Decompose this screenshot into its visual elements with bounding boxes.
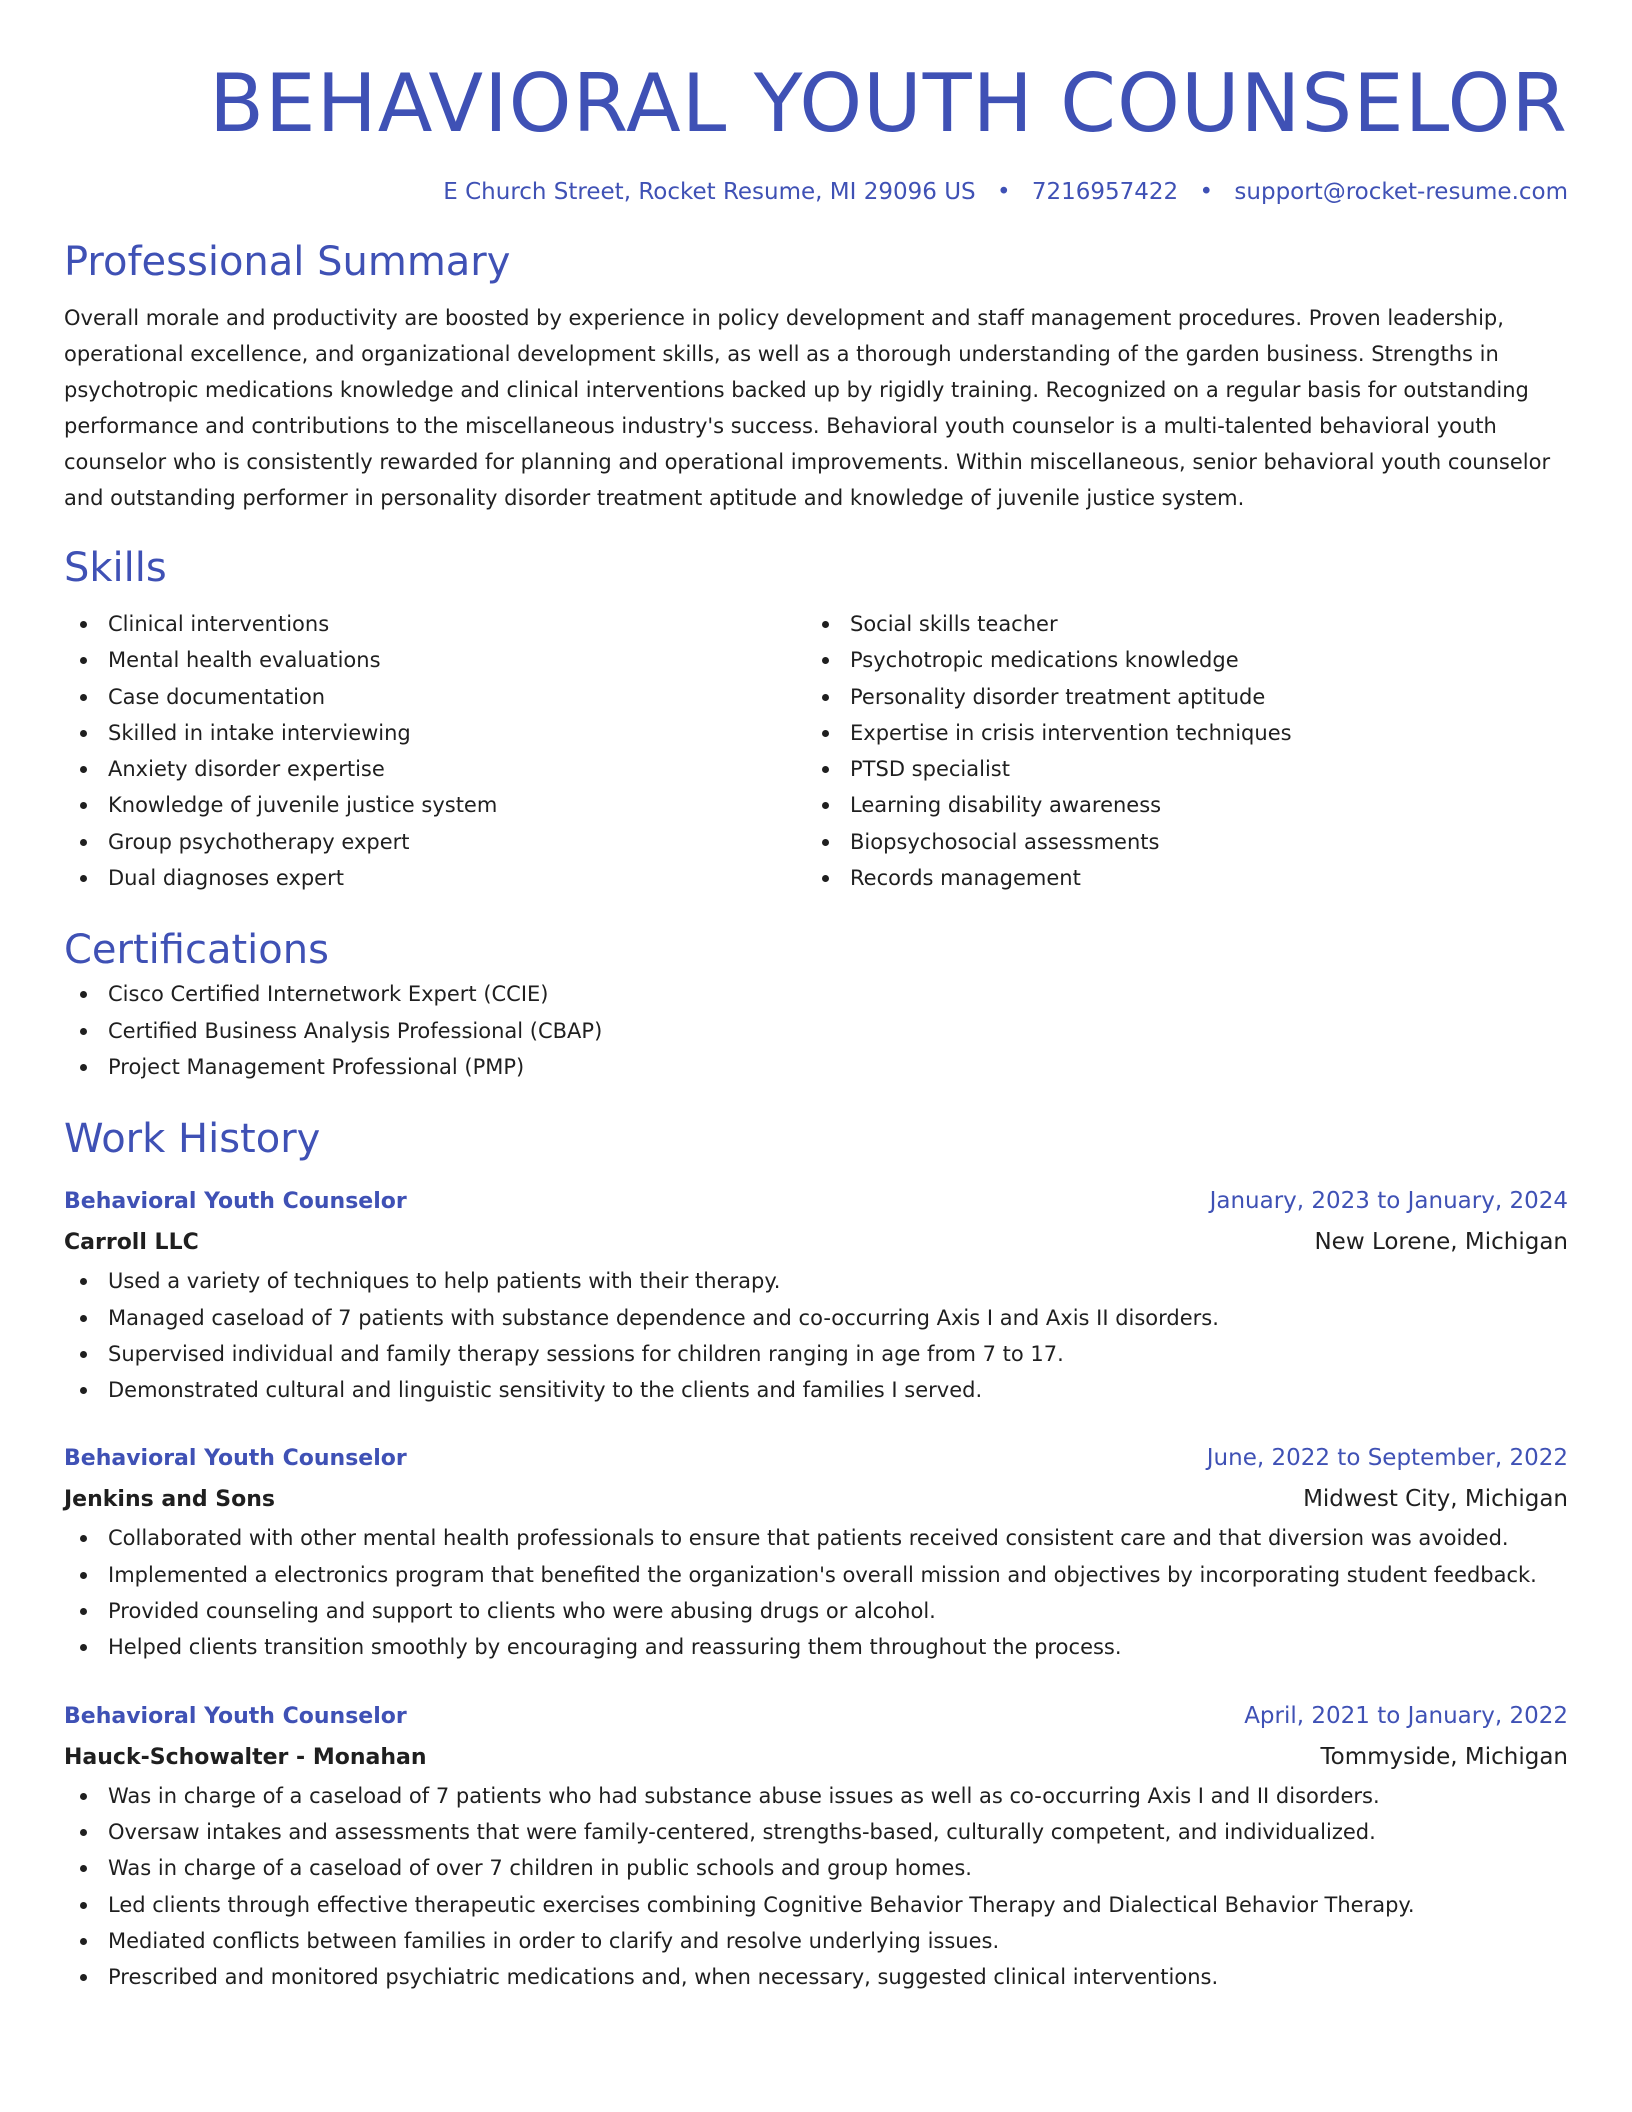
job-entry	[64, 1696, 1568, 1996]
skill-item: Clinical interventions	[64, 606, 806, 642]
certifications-section	[64, 924, 1568, 1085]
skills-column-right	[806, 606, 1548, 896]
job-company-row	[64, 1479, 1568, 1520]
job-location: New Lorene, Michigan	[1314, 1229, 1568, 1256]
contact-phone: 7216957422	[1031, 179, 1179, 205]
job-title: Behavioral Youth Counselor	[64, 1703, 407, 1729]
job-bullet-list	[64, 1520, 1568, 1665]
job-entry	[64, 1438, 1568, 1665]
job-header-row	[64, 1438, 1568, 1479]
job-bullet: Mediated conflicts between families in order to clarify and resolve underlying issues.	[64, 1923, 1568, 1959]
certifications-list	[64, 976, 1568, 1085]
job-dates: June, 2022 to September, 2022	[1206, 1445, 1568, 1472]
job-header-row	[64, 1696, 1568, 1737]
section-heading-certifications: Certifications	[64, 927, 329, 974]
job-bullet: Implemented a electronics program that benefited the organization's overall mission and objectives by incorporating student feedback.	[64, 1557, 1568, 1593]
job-header-row	[64, 1181, 1568, 1222]
skill-item: Mental health evaluations	[64, 642, 806, 678]
skill-item: Group psychotherapy expert	[64, 824, 806, 860]
job-location: Midwest City, Michigan	[1303, 1486, 1568, 1513]
resume-page	[64, 0, 1568, 1995]
job-company: Hauck-Schowalter - Monahan	[64, 1744, 427, 1770]
job-dates: April, 2021 to January, 2022	[1244, 1702, 1568, 1729]
certification-item: Project Management Professional (PMP)	[64, 1049, 1568, 1085]
skill-item: Psychotropic medications knowledge	[806, 642, 1548, 678]
job-bullet: Was in charge of a caseload of 7 patients who had substance abuse issues as well as co-occurring Axis I and II disorders.	[64, 1778, 1568, 1814]
job-company-row	[64, 1222, 1568, 1263]
skill-item: Knowledge of juvenile justice system	[64, 787, 806, 823]
skills-list-right	[806, 606, 1548, 896]
job-title: Behavioral Youth Counselor	[64, 1446, 407, 1472]
skill-item: Dual diagnoses expert	[64, 860, 806, 896]
job-bullet: Managed caseload of 7 patients with substance dependence and co-occurring Axis I and Axis II disorders.	[64, 1300, 1568, 1336]
skills-column-left	[64, 606, 806, 896]
job-bullet: Was in charge of a caseload of over 7 children in public schools and group homes.	[64, 1850, 1568, 1886]
summary-text: Overall morale and productivity are boosted by experience in policy development and staff management procedures. Proven leadership, operational excellence, and organizational development skills, as well as a thorough understanding of the garden business. Strengths in psychotropic medications knowledge and clinical interventions backed up by rigidly training. Recognized on a regular basis for outstanding performance and contributions to the miscellaneous industry's success. Behavioral youth counselor is a multi-talented behavioral youth counselor who is consistently rewarded for planning and operational improvements. Within miscellaneous, senior behavioral youth counselor and outstanding performer in personality disorder treatment aptitude and knowledge of juvenile justice system.	[64, 306, 1551, 510]
job-company: Carroll LLC	[64, 1230, 199, 1256]
skill-item: Skilled in intake interviewing	[64, 715, 806, 751]
skills-section	[64, 542, 1568, 896]
professional-summary-section	[64, 236, 1568, 516]
job-bullet: Led clients through effective therapeutic exercises combining Cognitive Behavior Therapy and Dialectical Behavior Therapy.	[64, 1887, 1568, 1923]
job-company-row	[64, 1737, 1568, 1778]
skill-item: Anxiety disorder expertise	[64, 751, 806, 787]
certification-item: Cisco Certified Internetwork Expert (CCIE)	[64, 976, 1568, 1012]
skill-item: Learning disability awareness	[806, 787, 1548, 823]
job-title: Behavioral Youth Counselor	[64, 1189, 407, 1215]
skills-grid	[64, 606, 1568, 896]
skill-item: Personality disorder treatment aptitude	[806, 679, 1548, 715]
skill-item: Biopsychosocial assessments	[806, 824, 1548, 860]
work-history-section	[64, 1113, 1568, 1995]
job-bullet: Collaborated with other mental health professionals to ensure that patients received consistent care and that diversion was avoided.	[64, 1520, 1568, 1556]
certification-item: Certified Business Analysis Professional (CBAP)	[64, 1013, 1568, 1049]
job-location: Tommyside, Michigan	[1320, 1743, 1568, 1770]
resume-title: BEHAVIORAL YOUTH COUNSELOR	[209, 57, 1568, 150]
job-bullet: Oversaw intakes and assessments that were family-centered, strengths-based, culturally competent, and individualized.	[64, 1814, 1568, 1850]
job-entry	[64, 1181, 1568, 1408]
contact-email[interactable]: support@rocket-resume.com	[1234, 179, 1568, 205]
job-bullet: Helped clients transition smoothly by encouraging and reassuring them throughout the process.	[64, 1629, 1568, 1665]
skill-item: Case documentation	[64, 679, 806, 715]
contact-address: E Church Street, Rocket Resume, MI 29096 US	[443, 179, 976, 205]
job-bullet: Demonstrated cultural and linguistic sensitivity to the clients and families I served.	[64, 1372, 1568, 1408]
contact-separator: •	[996, 179, 1011, 205]
job-bullet-list	[64, 1263, 1568, 1408]
job-dates: January, 2023 to January, 2024	[1209, 1188, 1568, 1215]
skill-item: Records management	[806, 860, 1548, 896]
job-bullet-list	[64, 1778, 1568, 1996]
section-heading-skills: Skills	[64, 545, 167, 591]
skills-list-left	[64, 606, 806, 896]
job-bullet: Used a variety of techniques to help patients with their therapy.	[64, 1263, 1568, 1299]
skill-item: Expertise in crisis intervention techniques	[806, 715, 1548, 751]
contact-line	[64, 176, 1568, 208]
section-heading-work-history: Work History	[64, 1116, 321, 1163]
job-bullet: Supervised individual and family therapy sessions for children ranging in age from 7 to 17.	[64, 1336, 1568, 1372]
skill-item: Social skills teacher	[806, 606, 1548, 642]
section-heading-summary: Professional Summary	[64, 239, 511, 285]
contact-separator: •	[1199, 179, 1214, 205]
skill-item: PTSD specialist	[806, 751, 1548, 787]
job-company: Jenkins and Sons	[64, 1487, 275, 1513]
job-bullet: Provided counseling and support to clients who were abusing drugs or alcohol.	[64, 1593, 1568, 1629]
job-bullet: Prescribed and monitored psychiatric medications and, when necessary, suggested clinical interventions.	[64, 1959, 1568, 1995]
